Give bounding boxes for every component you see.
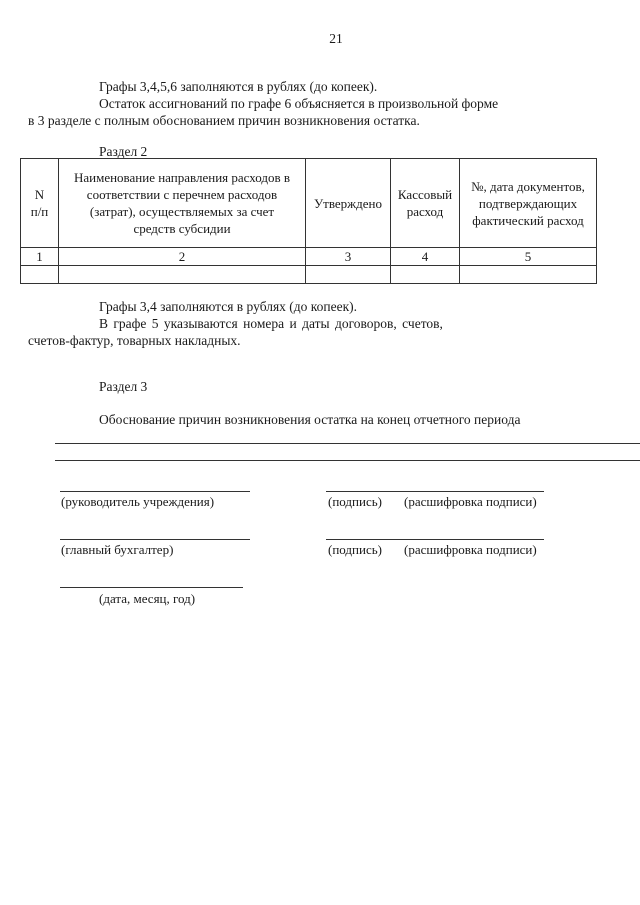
accountant-signature-line: [60, 539, 250, 540]
intro-line-3: в 3 разделе с полным обоснованием причин возникновения остатка.: [28, 113, 420, 128]
signature-caption: (подпись): [328, 494, 382, 509]
intro-line-1: Графы 3,4,5,6 заполняются в рублях (до копеек).: [99, 79, 378, 94]
section3-title: Раздел 3: [99, 379, 148, 394]
section3-subtitle: Обоснование причин возникновения остатка на конец отчетного периода: [99, 412, 521, 427]
section2-title: Раздел 2: [99, 144, 148, 159]
section2-table: [20, 158, 597, 284]
table-header-row: [21, 159, 597, 248]
header-cell-approved: Утверждено: [306, 159, 391, 248]
notes-line-3: счетов-фактур, товарных накладных.: [28, 333, 241, 348]
empty-cell: [460, 266, 597, 284]
justification-line-2: [55, 460, 640, 461]
empty-cell: [21, 266, 59, 284]
empty-cell: [59, 266, 306, 284]
date-caption: (дата, месяц, год): [99, 591, 196, 606]
table-column-numbers-row: [21, 248, 597, 266]
decoding-caption: (расшифровка подписи): [404, 542, 537, 557]
head-caption: (руководитель учреждения): [61, 494, 215, 509]
header-cell-documents: №, дата документов, подтверждающих фактический расход: [460, 159, 597, 248]
header-cell-number: N п/п: [21, 159, 59, 248]
decoding-caption: (расшифровка подписи): [404, 494, 537, 509]
signature-caption: (подпись): [328, 542, 382, 557]
column-number: 1: [21, 248, 59, 266]
table-empty-row: [21, 266, 597, 284]
intro-line-2: Остаток ассигнований по графе 6 объясняется в произвольной форме: [99, 96, 499, 111]
accountant-sign-decode-line: [326, 539, 544, 540]
justification-line-1: [55, 443, 640, 444]
empty-cell: [391, 266, 460, 284]
head-signature-line: [60, 491, 250, 492]
column-number: 3: [306, 248, 391, 266]
page-number: 21: [329, 31, 343, 46]
header-cell-cash-expense: Кассовый расход: [391, 159, 460, 248]
empty-cell: [306, 266, 391, 284]
chief-accountant-caption: (главный бухгалтер): [61, 542, 174, 557]
column-number: 5: [460, 248, 597, 266]
column-number: 4: [391, 248, 460, 266]
head-sign-decode-line: [326, 491, 544, 492]
notes-line-1: Графы 3,4 заполняются в рублях (до копеек).: [99, 299, 358, 314]
header-cell-direction: Наименование направления расходов в соответствии с перечнем расходов (затрат), осуществляемых за счет средств субсидии: [59, 159, 306, 248]
notes-line-2: В графе 5 указываются номера и даты договоров, счетов,: [99, 316, 443, 331]
date-line: [60, 587, 243, 588]
column-number: 2: [59, 248, 306, 266]
